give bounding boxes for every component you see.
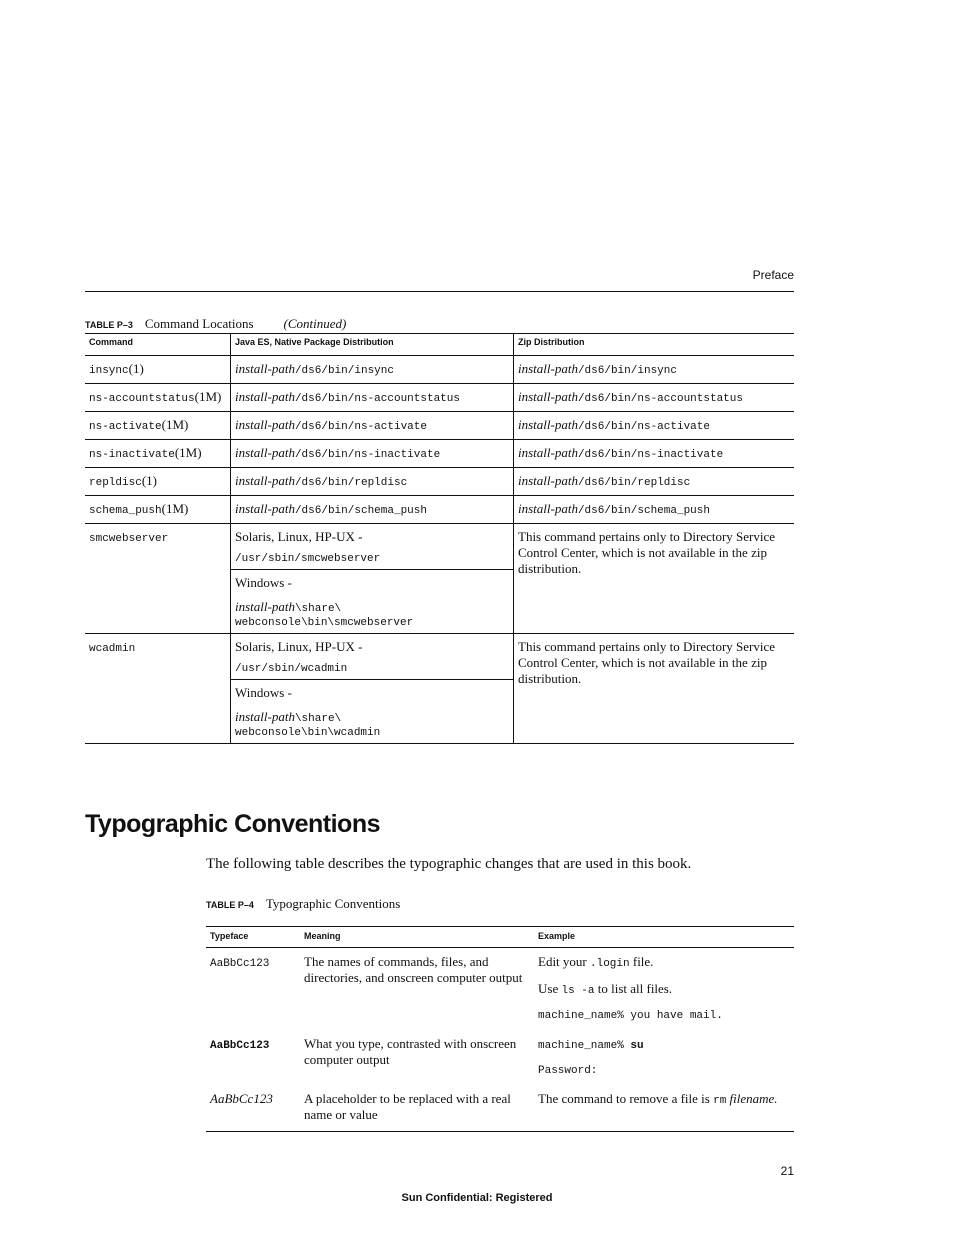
platform-label: Windows -: [235, 575, 292, 590]
path-value: /usr/sbin/smcwebserver: [235, 553, 381, 565]
header-rule: [85, 291, 794, 292]
table-header-row: [206, 927, 794, 948]
zip-path-cell: [514, 412, 795, 440]
command-name: wcadmin: [89, 643, 136, 655]
example-line: [538, 954, 790, 972]
command-locations-table: [85, 333, 794, 744]
command-name: ns-accountstatus: [89, 393, 195, 405]
command-name: ns-activate: [89, 421, 162, 433]
unix-path-block: [231, 634, 513, 680]
table-row: [85, 468, 794, 496]
path-prefix: install-path: [235, 417, 295, 432]
windows-path-block: [231, 680, 513, 743]
path-prefix: install-path: [518, 389, 578, 404]
meaning-cell: A placeholder to be replaced with a real name or value: [300, 1085, 534, 1132]
table3-tag: TABLE P–3: [85, 320, 133, 330]
table4-title: Typographic Conventions: [265, 896, 401, 911]
table4-caption: [206, 896, 400, 912]
command-section: (1): [128, 361, 144, 376]
table3-title: Command Locations: [144, 316, 254, 331]
command-cell: [85, 524, 231, 634]
path-value: /ds6/bin/schema_push: [577, 505, 710, 517]
path-value: \share\: [294, 713, 342, 725]
command-cell: [85, 384, 231, 412]
example-text: file.: [629, 954, 654, 969]
command-cell: [85, 412, 231, 440]
path-value: /ds6/bin/ns-inactivate: [577, 449, 724, 461]
example-code: machine_name% you have mail.: [538, 1010, 723, 1022]
typeface-cell: [206, 1085, 300, 1132]
unix-path-block: [231, 524, 513, 570]
example-text: Use: [538, 981, 562, 996]
command-section: (1): [141, 473, 157, 488]
path-prefix: install-path: [235, 445, 295, 460]
table-row: [85, 384, 794, 412]
path-prefix: install-path: [518, 473, 578, 488]
meaning-cell: What you type, contrasted with onscreen computer output: [304, 1036, 517, 1067]
command-name: smcwebserver: [89, 533, 169, 545]
typeface-sample: AaBbCc123: [210, 958, 270, 970]
java-es-path-cell: [231, 440, 514, 468]
path-prefix: install-path: [235, 501, 295, 516]
col-header-zip: Zip Distribution: [514, 334, 795, 356]
path-value: /ds6/bin/insync: [577, 365, 677, 377]
command-cell: [85, 468, 231, 496]
java-es-path-cell: [231, 634, 514, 744]
command-cell: [85, 634, 231, 744]
path-value: /ds6/bin/schema_push: [294, 505, 427, 517]
example-line: [538, 1036, 790, 1054]
zip-path-cell: [514, 356, 795, 384]
java-es-path-cell: [231, 524, 514, 634]
command-cell: [85, 496, 231, 524]
path-prefix: install-path: [235, 709, 295, 724]
path-value: /ds6/bin/ns-accountstatus: [294, 393, 460, 405]
example-line: [538, 981, 790, 999]
command-name: ns-inactivate: [89, 449, 175, 461]
path-value: /ds6/bin/ns-accountstatus: [577, 393, 743, 405]
path-value: webconsole\bin\wcadmin: [235, 727, 381, 739]
command-name: insync: [89, 365, 129, 377]
path-value: webconsole\bin\smcwebserver: [235, 617, 414, 629]
command-section: (1M): [161, 417, 189, 432]
col-header-typeface: Typeface: [206, 927, 300, 948]
path-value: /ds6/bin/insync: [294, 365, 394, 377]
path-value: /ds6/bin/ns-inactivate: [294, 449, 441, 461]
windows-path-block: [231, 570, 513, 633]
path-value: /usr/sbin/wcadmin: [235, 663, 348, 675]
typeface-cell: [206, 948, 300, 1031]
platform-label: Windows -: [235, 685, 292, 700]
path-value: \share\: [294, 603, 342, 615]
section-title: Typographic Conventions: [85, 810, 380, 838]
path-prefix: install-path: [235, 473, 295, 488]
table-header-row: [85, 334, 794, 356]
table-row: [85, 440, 794, 468]
path-value: /ds6/bin/ns-activate: [577, 421, 710, 433]
command-section: (1M): [161, 501, 189, 516]
section-intro: The following table describes the typographic changes that are used in this book.: [206, 856, 692, 872]
zip-note-cell: This command pertains only to Directory Service Control Center, which is not available in the zip distribution.: [514, 634, 795, 744]
command-cell: [85, 440, 231, 468]
table-row: [85, 412, 794, 440]
table-row: [85, 634, 794, 744]
java-es-path-cell: [231, 468, 514, 496]
table3-continued: (Continued): [283, 316, 347, 331]
example-code: ls -a: [561, 985, 595, 997]
path-line: [235, 599, 509, 615]
table-row: [206, 948, 794, 1031]
java-es-path-cell: [231, 412, 514, 440]
meaning-cell: The names of commands, files, and directories, and onscreen computer output: [304, 954, 523, 985]
example-line: [538, 1091, 790, 1109]
java-es-path-cell: [231, 384, 514, 412]
example-code: rm: [713, 1095, 727, 1107]
table-row: [85, 496, 794, 524]
path-value: /ds6/bin/repldisc: [577, 477, 691, 489]
example-code: Password:: [538, 1065, 598, 1077]
zip-path-cell: [514, 496, 795, 524]
platform-label: Solaris, Linux, HP-UX -: [235, 529, 363, 544]
example-code: machine_name%: [538, 1040, 624, 1052]
command-section: (1M): [174, 445, 202, 460]
table-row: [206, 1030, 794, 1085]
col-header-meaning: Meaning: [300, 927, 534, 948]
path-line: [235, 709, 509, 725]
example-placeholder: filename.: [726, 1091, 778, 1106]
table-row: [85, 524, 794, 634]
path-prefix: install-path: [235, 389, 295, 404]
table-row: [206, 1085, 794, 1132]
table-row: [85, 356, 794, 384]
path-prefix: install-path: [235, 361, 295, 376]
typeface-sample: AaBbCc123: [210, 1040, 270, 1052]
command-name: schema_push: [89, 505, 162, 517]
col-header-command: Command: [85, 334, 231, 356]
running-header-label: Preface: [752, 268, 794, 282]
command-cell: [85, 356, 231, 384]
example-text: Edit your: [538, 954, 590, 969]
example-cell: [534, 1030, 794, 1085]
typeface-cell: [206, 1030, 300, 1085]
col-header-java-es: Java ES, Native Package Distribution: [231, 334, 514, 356]
path-prefix: install-path: [518, 361, 578, 376]
zip-note-cell: This command pertains only to Directory Service Control Center, which is not available in the zip distribution.: [514, 524, 795, 634]
table3-caption: [85, 316, 346, 332]
java-es-path-cell: [231, 356, 514, 384]
zip-path-cell: [514, 468, 795, 496]
path-prefix: install-path: [518, 417, 578, 432]
zip-path-cell: [514, 384, 795, 412]
zip-path-cell: [514, 440, 795, 468]
path-prefix: install-path: [518, 445, 578, 460]
path-prefix: install-path: [518, 501, 578, 516]
col-header-example: Example: [534, 927, 794, 948]
example-user-input: su: [623, 1040, 644, 1052]
path-value: /ds6/bin/ns-activate: [294, 421, 427, 433]
path-value: /ds6/bin/repldisc: [294, 477, 408, 489]
command-name: repldisc: [89, 477, 142, 489]
example-code: .login: [590, 958, 630, 970]
example-text: to list all files.: [594, 981, 673, 996]
platform-label: Solaris, Linux, HP-UX -: [235, 639, 363, 654]
example-text: The command to remove a file is: [538, 1091, 714, 1106]
path-prefix: install-path: [235, 599, 295, 614]
java-es-path-cell: [231, 496, 514, 524]
command-section: (1M): [194, 389, 222, 404]
typographic-conventions-table: [206, 926, 794, 1132]
table4-tag: TABLE P–4: [206, 900, 254, 910]
example-cell: [534, 948, 794, 1031]
typeface-sample: AaBbCc123: [210, 1091, 273, 1106]
confidential-footer: Sun Confidential: Registered: [401, 1192, 553, 1204]
example-cell: [534, 1085, 794, 1132]
page-number: 21: [780, 1164, 794, 1178]
